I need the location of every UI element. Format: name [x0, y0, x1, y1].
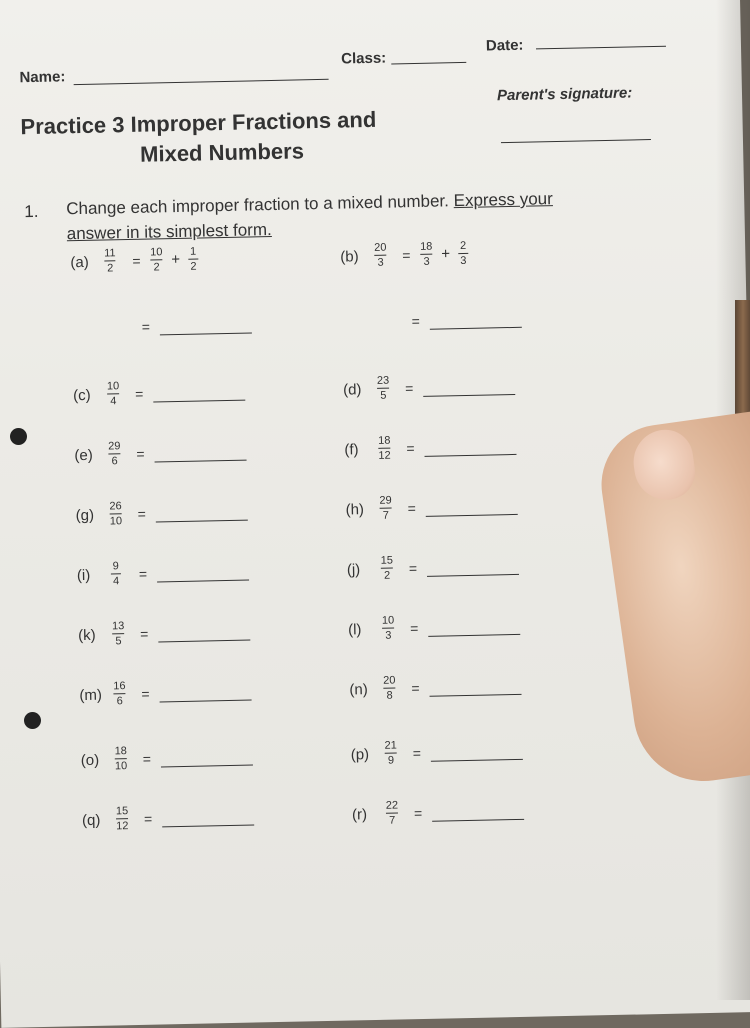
problem-fraction-r-numerator: 22	[385, 799, 399, 812]
problem-label-p: (p)	[350, 746, 370, 764]
problem-fraction-p	[384, 739, 397, 766]
equals-sign-r: =	[413, 804, 423, 822]
work-fraction-2-b	[458, 240, 469, 267]
problem-label-g: (g)	[75, 506, 95, 525]
parent-signature-line	[501, 139, 651, 143]
work-fraction-1-a-denominator: 2	[153, 261, 160, 274]
problem-fraction-f	[378, 435, 391, 462]
problem-fraction-o-numerator: 18	[114, 745, 128, 758]
answer-line-g	[156, 520, 248, 523]
problem-fraction-m-denominator: 6	[116, 695, 123, 708]
work-fraction-2-a	[188, 246, 199, 273]
answer-line-m	[160, 700, 252, 703]
answer-line-r	[432, 819, 524, 822]
work-fraction-1-a-numerator: 10	[150, 246, 163, 259]
problem-label-d: (d)	[342, 381, 362, 399]
problem-fraction-c-bar	[107, 393, 119, 394]
name-label: Name:	[19, 68, 66, 87]
problem-fraction-j-denominator: 2	[383, 569, 391, 582]
problem-fraction-k-bar	[112, 633, 124, 634]
answer-line-e	[155, 460, 247, 463]
question-text-line1	[66, 186, 553, 222]
problem-fraction-b-numerator: 20	[374, 241, 387, 254]
work-fraction-2-b-bar	[458, 253, 468, 254]
problem-fraction-i	[111, 560, 122, 587]
equals-sign-k: =	[140, 625, 149, 642]
answer-line-o	[161, 765, 253, 768]
problem-label-l: (l)	[347, 621, 362, 639]
problem-label-c: (c)	[72, 386, 91, 405]
equals-sign-e: =	[136, 445, 145, 462]
equals-sign-j: =	[408, 560, 418, 577]
equals-sign-2-b: =	[411, 312, 421, 330]
answer-line-q	[162, 825, 254, 828]
answer-line-i	[157, 580, 249, 583]
problem-fraction-a-denominator: 2	[107, 262, 114, 275]
work-fraction-1-b-bar	[420, 254, 432, 255]
worksheet-title-line2: Mixed Numbers	[139, 138, 305, 167]
problem-fraction-d-denominator: 5	[380, 389, 387, 402]
question-emphasis: Express your	[453, 189, 554, 211]
problem-label-h: (h)	[345, 501, 365, 519]
class-label: Class:	[340, 49, 387, 68]
problem-fraction-g	[109, 500, 122, 527]
answer-line-a	[160, 332, 252, 335]
problem-fraction-p-numerator: 21	[384, 739, 397, 752]
problem-fraction-q	[116, 805, 129, 832]
problem-label-n: (n)	[349, 681, 368, 699]
problem-label-i: (i)	[76, 566, 91, 585]
problem-fraction-p-denominator: 9	[387, 754, 395, 767]
problem-fraction-d	[377, 375, 390, 402]
answer-line-c	[153, 400, 245, 403]
problem-fraction-l-bar	[382, 628, 394, 629]
work-fraction-1-a-bar	[150, 259, 162, 260]
problem-fraction-e	[108, 440, 121, 467]
plus-sign-a: +	[171, 250, 181, 269]
work-fraction-2-a-bar	[188, 259, 198, 260]
equals-sign-d: =	[404, 380, 414, 397]
problem-label-f: (f)	[344, 441, 359, 459]
binder-hole-bottom	[24, 712, 41, 729]
problem-fraction-k-denominator: 5	[115, 635, 122, 648]
answer-line-d	[423, 394, 515, 397]
problem-fraction-k-numerator: 13	[111, 620, 125, 633]
problem-fraction-p-bar	[385, 752, 397, 753]
equals-sign-n: =	[411, 680, 420, 697]
work-fraction-2-b-denominator: 3	[460, 254, 467, 268]
equals-sign-m: =	[141, 685, 150, 702]
problem-fraction-g-numerator: 26	[109, 500, 122, 513]
equals-sign-2-a: =	[141, 318, 151, 335]
problem-label-j: (j)	[346, 561, 361, 579]
problem-fraction-i-numerator: 9	[112, 560, 119, 573]
work-fraction-1-a	[150, 246, 163, 273]
problem-fraction-j-bar	[381, 568, 393, 569]
answer-line-n	[430, 694, 522, 697]
problem-fraction-c	[107, 380, 120, 407]
equals-sign-o: =	[142, 750, 152, 767]
problem-fraction-n-denominator: 8	[386, 689, 393, 702]
question-text-line2: answer in its simplest form.	[66, 220, 272, 244]
work-fraction-2-a-numerator: 1	[189, 245, 197, 258]
parent-signature-label: Parent's signature:	[496, 84, 633, 105]
answer-line-h	[426, 514, 518, 517]
name-blank-line	[74, 79, 329, 85]
problem-fraction-f-numerator: 18	[378, 434, 391, 447]
problem-fraction-h	[379, 495, 392, 522]
problem-fraction-d-bar	[377, 388, 389, 389]
problem-fraction-m-numerator: 16	[113, 680, 126, 693]
equals-sign-c: =	[134, 385, 144, 402]
answer-line-b	[430, 327, 522, 330]
problem-label-a: (a)	[70, 253, 89, 272]
problem-fraction-r-denominator: 7	[389, 814, 396, 827]
work-fraction-2-a-denominator: 2	[190, 260, 197, 273]
work-fraction-1-b-numerator: 18	[420, 240, 433, 253]
work-fraction-1-b-denominator: 3	[423, 255, 430, 268]
problem-fraction-e-numerator: 29	[108, 440, 121, 453]
work-fraction-2-b-numerator: 2	[459, 239, 467, 253]
problem-fraction-c-denominator: 4	[110, 395, 117, 408]
problem-fraction-b	[374, 242, 387, 269]
problem-label-q: (q)	[81, 811, 101, 830]
question-number: 1.	[24, 201, 39, 222]
worksheet-title-line1: Practice 3 Improper Fractions and	[20, 106, 377, 140]
problem-fraction-l-numerator: 10	[381, 614, 395, 627]
problem-fraction-q-numerator: 15	[115, 805, 129, 818]
plus-sign-b: +	[441, 245, 451, 263]
equals-sign-h: =	[407, 500, 416, 517]
problem-fraction-o	[115, 745, 128, 772]
binder-hole-top	[10, 428, 27, 445]
problem-fraction-h-numerator: 29	[379, 494, 392, 507]
answer-line-f	[425, 454, 517, 457]
problem-fraction-m-bar	[113, 693, 125, 694]
problem-fraction-g-denominator: 10	[109, 515, 123, 528]
equals-sign-p: =	[412, 744, 422, 762]
equals-sign-b: =	[402, 247, 411, 264]
date-label: Date:	[485, 36, 524, 55]
answer-line-j	[427, 574, 519, 577]
problem-fraction-j-numerator: 15	[380, 554, 394, 567]
problem-fraction-m	[113, 680, 126, 707]
date-blank-line	[536, 46, 666, 50]
question-instruction: Change each improper fraction to a mixed number.	[66, 191, 450, 219]
work-fraction-1-b	[420, 241, 433, 268]
problem-fraction-a-numerator: 11	[104, 247, 116, 260]
problem-fraction-h-denominator: 7	[382, 509, 390, 522]
class-blank-line	[391, 62, 466, 65]
problem-fraction-e-denominator: 6	[111, 455, 118, 468]
problem-fraction-f-denominator: 12	[378, 449, 391, 462]
problem-fraction-l-denominator: 3	[385, 629, 392, 642]
problem-label-r: (r)	[351, 806, 368, 824]
answer-line-p	[431, 759, 523, 762]
problem-fraction-r-bar	[386, 812, 398, 813]
problem-fraction-n	[383, 675, 396, 702]
problem-fraction-h-bar	[380, 508, 392, 509]
problem-fraction-a-bar	[104, 260, 115, 261]
answer-line-k	[158, 640, 250, 643]
problem-fraction-j	[381, 555, 394, 582]
equals-sign-f: =	[406, 440, 415, 457]
problem-fraction-r	[386, 799, 399, 826]
problem-fraction-i-bar	[111, 573, 121, 574]
problem-fraction-c-numerator: 10	[106, 380, 120, 393]
problem-fraction-e-bar	[108, 453, 120, 454]
problem-fraction-l	[382, 615, 395, 642]
problem-fraction-b-bar	[374, 255, 386, 256]
problem-label-e: (e)	[74, 446, 93, 465]
equals-sign-q: =	[143, 810, 153, 827]
problem-fraction-n-numerator: 20	[383, 674, 396, 687]
equals-sign-g: =	[137, 505, 147, 522]
problem-label-o: (o)	[80, 751, 100, 770]
problem-label-m: (m)	[79, 686, 103, 705]
equals-sign-l: =	[409, 620, 419, 637]
problem-fraction-n-bar	[383, 688, 395, 689]
answer-line-l	[428, 634, 520, 637]
problem-fraction-i-denominator: 4	[112, 575, 120, 588]
problem-fraction-k	[112, 620, 125, 647]
equals-sign-a: =	[132, 252, 141, 269]
problem-label-k: (k)	[78, 626, 96, 645]
problem-fraction-o-denominator: 10	[114, 760, 128, 773]
problem-fraction-b-denominator: 3	[377, 256, 384, 269]
problem-fraction-a	[104, 247, 116, 274]
problem-label-b: (b)	[340, 248, 359, 266]
problem-fraction-q-denominator: 12	[116, 820, 129, 833]
equals-sign-i: =	[138, 565, 148, 582]
problem-fraction-d-numerator: 23	[376, 374, 390, 387]
